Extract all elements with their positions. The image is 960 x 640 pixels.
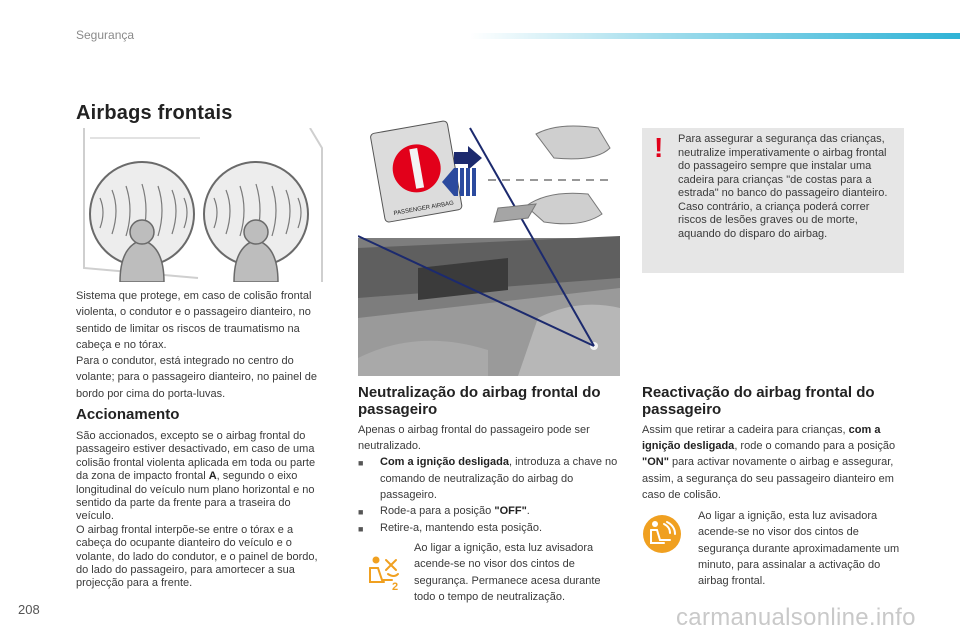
- intro-text: [76, 288, 322, 402]
- reactivacao-part-b: , rode o comando para a posição: [734, 440, 896, 453]
- neutralizacao-intro: Apenas o airbag frontal do passageiro pode ser neutralizado.: [358, 424, 590, 453]
- warning-text: [678, 133, 900, 241]
- reactivacao-part-a: Assim que retirar a cadeira para crianças,: [642, 424, 849, 436]
- bullet-marker: ■: [358, 507, 364, 518]
- neutralizacao-step-2: [358, 503, 624, 520]
- step-1-text: [380, 454, 624, 503]
- bullet-marker: ■: [358, 524, 364, 535]
- step-2-part-a: Rode-a para a posição: [380, 505, 495, 518]
- reactivacao-text: [642, 422, 908, 503]
- airbag-on-note-text: Ao ligar a ignição, esta luz avisadora acende-se no visor dos cintos de segurança durante aproximadamente um minuto, para assinalar a activação do airbag frontal.: [698, 510, 900, 588]
- passenger-airbag-switch-label: PASSENGER AIRBAG: [393, 200, 455, 218]
- zone-a-label: A: [208, 470, 217, 483]
- child-safety-warning-box: [642, 128, 904, 273]
- off-position-label: "OFF": [494, 505, 527, 518]
- neutralizacao-step-3: [358, 520, 624, 537]
- step-3-text: Retire-a, mantendo esta posição.: [380, 522, 543, 535]
- reactivacao-heading: Reactivação do airbag frontal do passageiro: [642, 384, 875, 418]
- watermark: carmanualsonline.info: [676, 604, 916, 631]
- frontal-airbags-illustration: [80, 128, 330, 282]
- accionamento-heading: Accionamento: [76, 406, 180, 423]
- page-number: 208: [18, 602, 40, 617]
- neutralizacao-text: [358, 422, 624, 537]
- header-accent-bar: [470, 33, 960, 39]
- reactivacao-part-c: para activar novamente o airbag e assegurar, assim, a segurança do seu passageiro dianteiro em caso de colisão.: [642, 456, 894, 501]
- airbag-off-note-text: Ao ligar a ignição, esta luz avisadora acende-se no visor dos cintos de segurança. Permanece acesa durante todo o tempo de neutralização.: [414, 542, 601, 603]
- intro-paragraph-2: Para o condutor, está integrado no centro do volante; para o passageiro dianteiro, no painel de bordo por cima do porta-luvas.: [76, 355, 317, 400]
- step-1-rest: , introduza a chave no comando de neutralização do airbag do passageiro.: [380, 456, 618, 501]
- accionamento-paragraph-2: O airbag frontal interpõe-se entre o tórax e a cabeça do ocupante dianteiro do veículo e o volante, do lado do condutor, e o painel de bordo, do lado do passageiro, para amortecer a sua projecção para a frente.: [76, 523, 318, 590]
- accionamento-p1-part-b: , segundo o eixo longitudinal do veículo num plano horizontal e no sentido da parte da frente para a traseira do veículo.: [76, 470, 315, 523]
- accionamento-text: [76, 430, 326, 591]
- svg-text:2: 2: [392, 581, 399, 590]
- accionamento-paragraph-1: [76, 430, 326, 524]
- airbag-on-warning-icon: [642, 514, 682, 554]
- warning-paragraph-2: Caso contrário, a criança poderá correr riscos de lesões graves ou de morte, aquando do disparo do airbag.: [678, 200, 870, 240]
- step-2-part-b: .: [526, 505, 530, 518]
- header-section-label: Segurança: [76, 28, 135, 42]
- page-title: Airbags frontais: [76, 102, 233, 124]
- ignition-off-label: com a ignição desligada: [642, 424, 881, 453]
- bullet-marker: ■: [358, 458, 364, 469]
- airbag-off-warning-icon: [362, 554, 402, 590]
- neutralizacao-heading: Neutralização do airbag frontal do passageiro: [358, 384, 601, 418]
- airbag-switch-illustration: [358, 118, 620, 376]
- accionamento-p1-part-a: São accionados, excepto se o airbag frontal do passageiro estiver desactivado, em caso de uma colisão frontal violenta aplicada em toda ou parte da zona de impacto frontal: [76, 430, 316, 483]
- warning-paragraph-1: Para assegurar a segurança das crianças, neutralize imperativamente o airbag frontal do passageiro sempre que instalar uma cadeira para crianças "de costas para a estrada" no banco do passageiro dianteiro.: [678, 133, 888, 199]
- intro-paragraph-1: Sistema que protege, em caso de colisão frontal violenta, o condutor e o passageiro dianteiro, no sentido de limitar os riscos de traumatismo na cabeça e no tórax.: [76, 290, 312, 351]
- warning-exclamation-icon: !: [654, 132, 664, 163]
- on-position-label: "ON": [642, 456, 669, 469]
- step-2-text: [380, 503, 624, 520]
- neutralizacao-step-1: [358, 454, 624, 503]
- step-1-bold: Com a ignição desligada: [380, 456, 509, 469]
